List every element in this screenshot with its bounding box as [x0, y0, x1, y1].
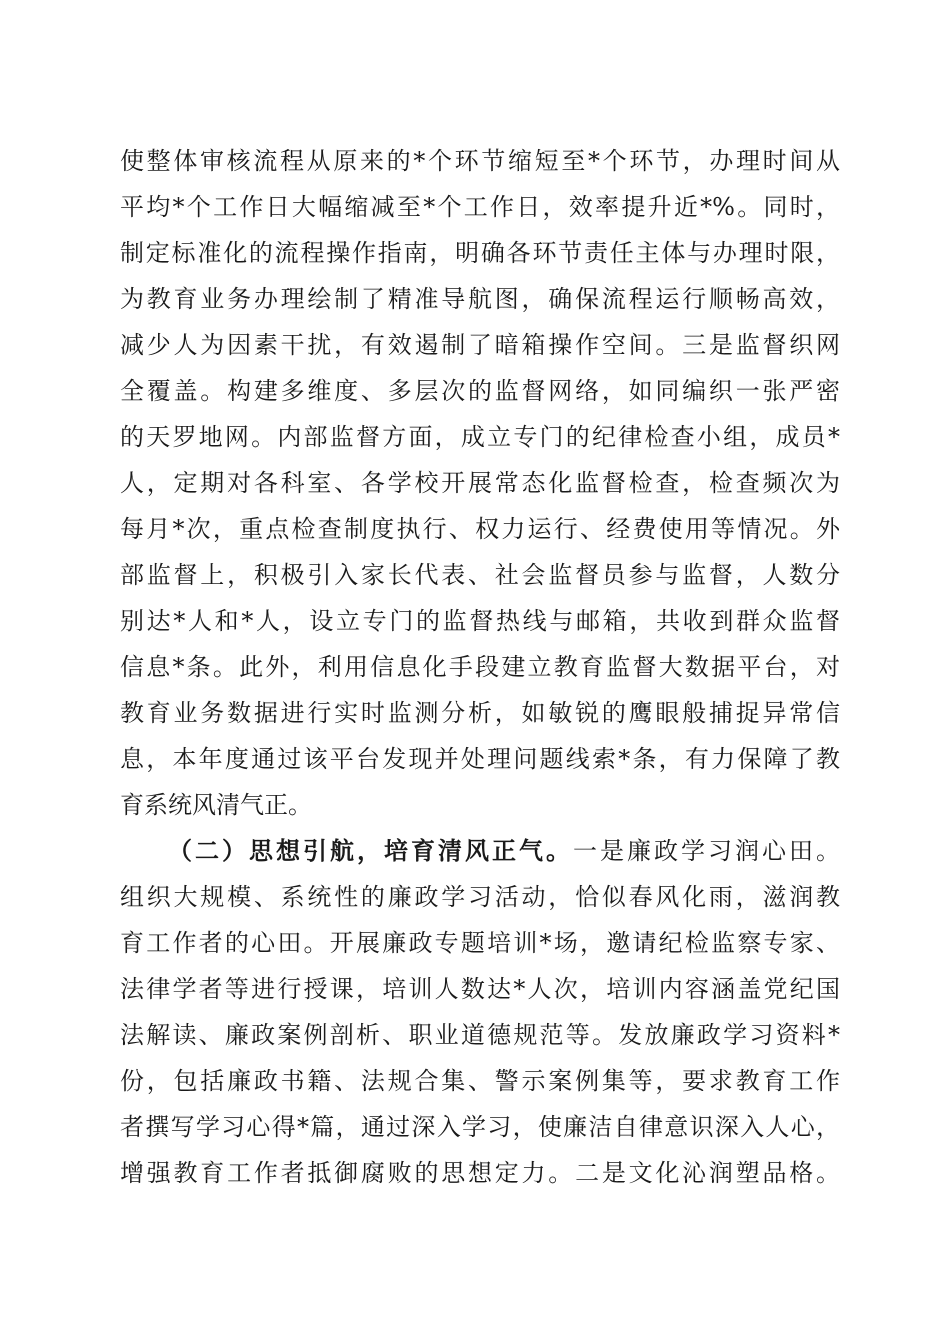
section-heading-line [120, 828, 840, 874]
text-line: 法解读、廉政案例剖析、职业道德规范等。发放廉政学习资料* [120, 1021, 840, 1049]
text-line: 增强教育工作者抵御腐败的思想定力。二是文化沁润塑品格。 [120, 1159, 840, 1187]
text-line: 全覆盖。构建多维度、多层次的监督网络，如同编织一张严密 [120, 377, 840, 405]
text-line: 教育业务数据进行实时监测分析，如敏锐的鹰眼般捕捉异常信 [120, 699, 840, 727]
text-run: 一是廉政学习润心田。 [573, 837, 840, 865]
text-line: 人，定期对各科室、各学校开展常态化监督检查，检查频次为 [120, 469, 840, 497]
text-line: 为教育业务办理绘制了精准导航图，确保流程运行顺畅高效， [120, 285, 840, 313]
text-line: 使整体审核流程从原来的*个环节缩短至*个环节，办理时间从 [120, 147, 840, 175]
text-line: 制定标准化的流程操作指南，明确各环节责任主体与办理时限， [120, 239, 840, 267]
text-line: 减少人为因素干扰，有效遏制了暗箱操作空间。三是监督织网 [120, 331, 840, 359]
text-line: 育工作者的心田。开展廉政专题培训*场，邀请纪检监察专家、 [120, 929, 840, 957]
text-line: 别达*人和*人，设立专门的监督热线与邮箱，共收到群众监督 [120, 607, 840, 635]
text-line: 组织大规模、系统性的廉政学习活动，恰似春风化雨，滋润教 [120, 883, 840, 911]
text-line: 信息*条。此外，利用信息化手段建立教育监督大数据平台，对 [120, 653, 840, 681]
paragraph-2 [120, 828, 840, 1196]
document-body [120, 138, 840, 1196]
text-line: 平均*个工作日大幅缩减至*个工作日，效率提升近*%。同时， [120, 193, 840, 221]
text-line: 的天罗地网。内部监督方面，成立专门的纪律检查小组，成员* [120, 423, 840, 451]
text-line: 部监督上，积极引入家长代表、社会监督员参与监督，人数分 [120, 561, 840, 589]
text-line: 息，本年度通过该平台发现并处理问题线索*条，有力保障了教 [120, 745, 840, 773]
text-line: 育系统风清气正。 [120, 791, 312, 819]
text-line: 份，包括廉政书籍、法规合集、警示案例集等，要求教育工作 [120, 1067, 840, 1095]
text-line: 每月*次，重点检查制度执行、权力运行、经费使用等情况。外 [120, 515, 840, 543]
paragraph-1 [120, 138, 840, 828]
text-line: 法律学者等进行授课，培训人数达*人次，培训内容涵盖党纪国 [120, 975, 840, 1003]
section-heading: （二）思想引航，培育清风正气。 [168, 837, 573, 865]
text-line: 者撰写学习心得*篇，通过深入学习，使廉洁自律意识深入人心， [120, 1113, 840, 1141]
